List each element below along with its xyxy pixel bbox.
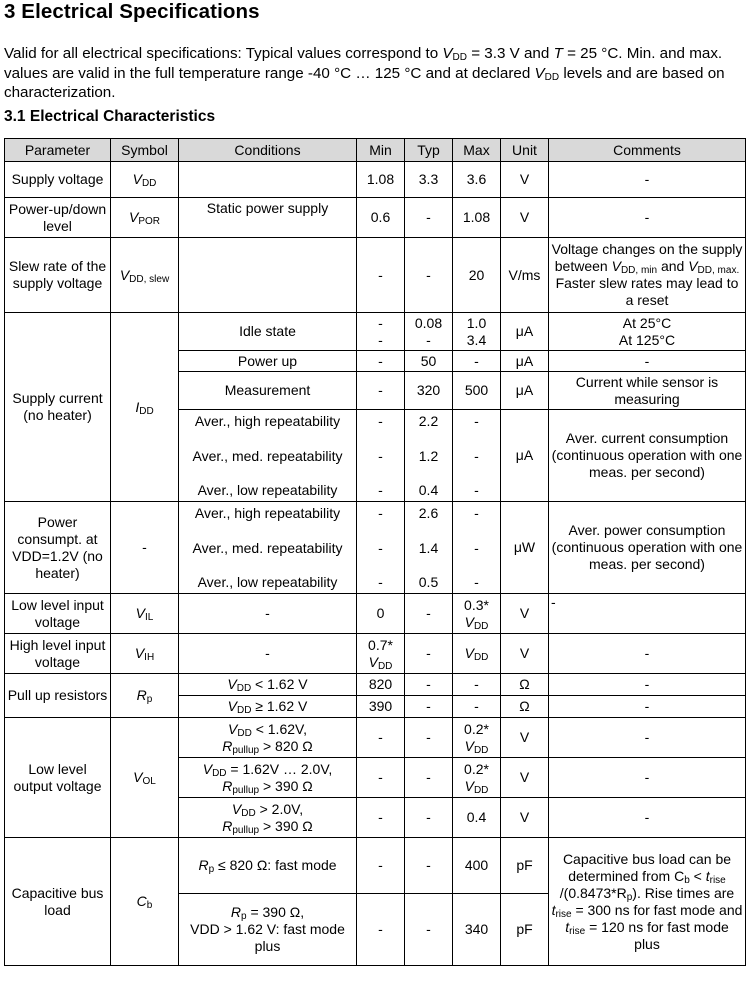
section-heading: 3 Electrical Specifications bbox=[4, 0, 260, 23]
col-header: Conditions bbox=[179, 139, 357, 162]
table-row: $R_p = 390$ Ω, VDD > 1.62 V: fast mode plus - - 340 pF bbox=[5, 894, 746, 966]
intro-paragraph: Valid for all electrical specifications: Typical values correspond to $V_{DD} = 3.3$ V and T = 25 °C. Min. and max. values are valid in the full temperature range -40 °C … 125 °C and at declared $V_{DD}$ levels and are based on characterization. bbox=[4, 45, 725, 101]
electrical-characteristics-table bbox=[4, 138, 746, 966]
table-row: High level input voltage $V_{IH}$ - 0.7* $V_{DD}$ - $V_{DD}$ V - bbox=[5, 634, 746, 674]
table-row: $V_{DD} \ge 1.62$ V 390 - - Ω - bbox=[5, 696, 746, 718]
table-row: Capacitive bus load $C_b$ $R_p \le 820$ Ω: fast mode - - 400 pF Capacitive bus load can be determined from $C_b < t_{rise}$ $/(0.8473*R_p)$. Rise times are $t_{rise} = 300$ ns for fast mode and $t_{rise} = 120$ ns for fast mode plus bbox=[5, 838, 746, 894]
table-row: Power consumpt. at VDD=1.2V (no heater) - Aver., high repeatability - 2.6 - μW Aver. power consumption (continuous operation with one meas. per second) bbox=[5, 502, 746, 526]
table-row: Supply voltage $V_{DD}$ 1.08 3.3 3.6 V - bbox=[5, 162, 746, 198]
table-row: Slew rate of the supply voltage $V_{DD, slew}$ - - 20 V/ms Voltage changes on the supply between $V_{DD, min}$ and $V_{DD, max.}$ Faster slew rates may lead to a reset bbox=[5, 238, 746, 313]
col-header: Unit bbox=[501, 139, 549, 162]
subsection-heading: 3.1 Electrical Characteristics bbox=[4, 108, 216, 125]
col-header: Typ bbox=[405, 139, 453, 162]
table-row: Aver., med. repeatability - 1.4 - bbox=[5, 526, 746, 572]
table-row: Aver., low repeatability - 0.5 - bbox=[5, 572, 746, 594]
table-row: Power up - 50 - μA - bbox=[5, 351, 746, 372]
table-row: Low level output voltage $V_{OL}$ $V_{DD} < 1.62V$, $R_{pullup} > 820$ Ω - - 0.2* $V_{DD}$ V - bbox=[5, 718, 746, 758]
table-row: Power-up/down level $V_{POR}$ Static power supply 0.6 - 1.08 V - bbox=[5, 198, 746, 238]
col-header: Max bbox=[453, 139, 501, 162]
col-header: Parameter bbox=[5, 139, 111, 162]
table-row: Low level input voltage $V_{IL}$ - 0 - 0.3* $V_{DD}$ V - bbox=[5, 594, 746, 634]
col-header: Symbol bbox=[111, 139, 179, 162]
table-row: Pull up resistors $R_p$ $V_{DD} < 1.62$ V 820 - - Ω - bbox=[5, 674, 746, 696]
table-row: Aver., low repeatability - 0.4 - bbox=[5, 480, 746, 502]
table-row: Measurement - 320 500 μA Current while sensor is measuring bbox=[5, 372, 746, 410]
table-row: Aver., med. repeatability - 1.2 - bbox=[5, 434, 746, 480]
header-row bbox=[5, 139, 746, 162]
table-row: Supply current (no heater) $I_{DD}$ Idle state - - 0.08 - 1.0 3.4 μA At 25°C At 125°C bbox=[5, 313, 746, 351]
table-row: Aver., high repeatability - 2.2 - μA Aver. current consumption (continuous operation with one meas. per second) bbox=[5, 410, 746, 434]
col-header: Comments bbox=[549, 139, 746, 162]
col-header: Min bbox=[357, 139, 405, 162]
table-row: $V_{DD} > 2.0V$, $R_{pullup} > 390$ Ω - - 0.4 V - bbox=[5, 798, 746, 838]
table-row: $V_{DD} = 1.62V$ … 2.0V, $R_{pullup} > 390$ Ω - - 0.2* $V_{DD}$ V - bbox=[5, 758, 746, 798]
